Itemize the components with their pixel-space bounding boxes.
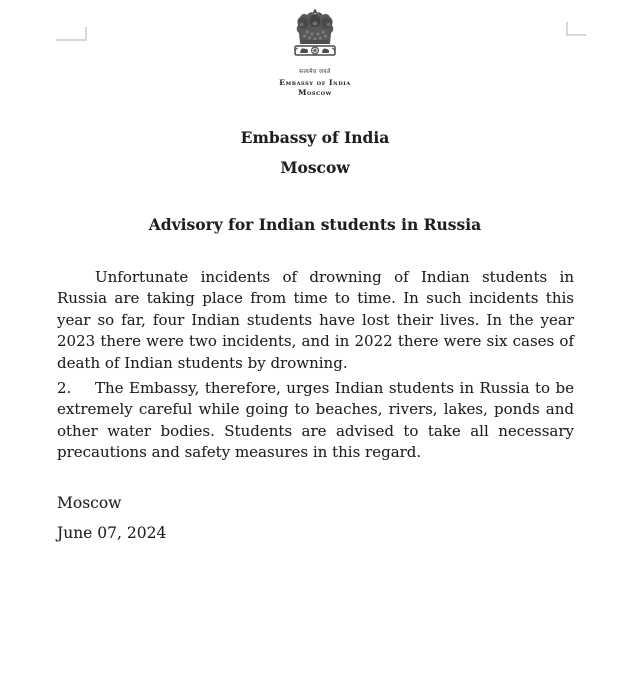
advisory-paragraph-2	[57, 378, 574, 464]
scan-corner-topright-mark	[566, 22, 586, 36]
emblem-motto: सत्यमेव जयते	[299, 69, 331, 75]
advisory-paragraph-1: Unfortunate incidents of drowning of Indian students in Russia are taking place from time to time. In such incidents this year so far, four Indian students have lost their lives. In the year 2023 there were two incidents, and in 2022 there were six cases of death of Indian students by drowning.	[57, 268, 574, 372]
signoff-place: Moscow	[57, 493, 122, 512]
signoff-date: June 07, 2024	[57, 523, 167, 542]
scan-corner-topleft-mark	[56, 27, 87, 41]
letterhead	[0, 0, 630, 97]
letter-body	[0, 267, 630, 543]
paragraph-2-text: The Embassy, therefore, urges Indian students in Russia to be extremely careful while going to beaches, rivers, lakes, ponds and other water bodies. Students are advised to take all necessary precautions and safety measures in this regard.	[57, 379, 574, 462]
advisory-title-heading: Advisory for Indian students in Russia	[148, 215, 482, 234]
paragraph-number: 2.	[57, 379, 72, 398]
org-city-heading: Moscow	[280, 158, 350, 177]
india-national-emblem-icon	[288, 8, 342, 75]
org-title-heading: Embassy of India	[240, 128, 390, 147]
letterhead-org-city: Moscow	[298, 88, 332, 97]
letterhead-org-name: Embassy of India	[279, 78, 351, 87]
